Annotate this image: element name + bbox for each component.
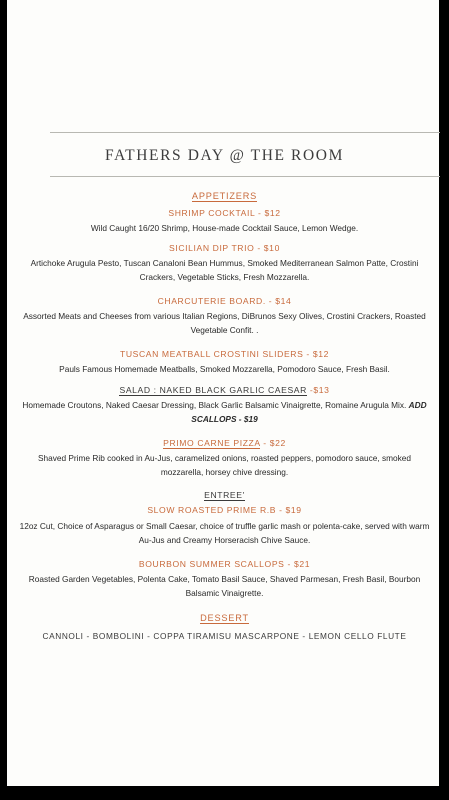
item-description: Pauls Famous Homemade Meatballs, Smoked Mozzarella, Pomodoro Sauce, Fresh Basil. bbox=[59, 364, 390, 374]
dessert-heading: DESSERT bbox=[200, 613, 249, 623]
item-name: TUSCAN MEATBALL CROSTINI SLIDERS - $12 bbox=[119, 349, 330, 359]
menu-title: FATHERS DAY @ THE ROOM bbox=[105, 147, 344, 164]
item-description: Artichoke Arugula Pesto, Tuscan Canaloni Bean Hummus, Smoked Mediterranean Salmon Patte, Crostini Crackers, Vegetable Sticks, Fresh Mozzarella. bbox=[30, 258, 419, 282]
entree-name: BOURBON SUMMER SCALLOPS - $21 bbox=[138, 559, 311, 569]
title-divider bbox=[50, 176, 440, 177]
addon-note: ADD SCALLOPS - $19 bbox=[191, 400, 427, 424]
entree-name: SLOW ROASTED PRIME R.B - $19 bbox=[147, 505, 302, 515]
item-description: Wild Caught 16/20 Shrimp, House-made Cocktail Sauce, Lemon Wedge. bbox=[90, 223, 359, 233]
item-name: PRIMO CARNE PIZZA - $22 bbox=[163, 438, 286, 448]
item-description: Shaved Prime Rib cooked in Au-Jus, caramelized onions, roasted peppers, pomodoro sauce, smoked mozzarella, horsey chive dressing. bbox=[37, 453, 412, 477]
entree-description: Roasted Garden Vegetables, Polenta Cake, Tomato Basil Sauce, Shaved Parmesan, Fresh Basil, Bourbon Balsamic Vinaigrette. bbox=[28, 574, 421, 598]
item-description: Homemade Croutons, Naked Caesar Dressing, Black Garlic Balsamic Vinaigrette, Romaine Arugula Mix. ADD SCALLOPS - $19 bbox=[22, 400, 427, 424]
item-name: CHARCUTERIE BOARD. - $14 bbox=[157, 296, 292, 306]
item-name: SHRIMP COCKTAIL - $12 bbox=[168, 208, 281, 218]
entree-heading: ENTREE' bbox=[204, 490, 245, 500]
item-description: Assorted Meats and Cheeses from various Italian Regions, DiBrunos Sexy Olives, Crostini Crackers, Roasted Vegetable Confit. . bbox=[23, 311, 426, 335]
top-divider bbox=[50, 132, 440, 133]
appetizers-heading: APPETIZERS bbox=[191, 191, 258, 201]
item-name: SALAD : NAKED BLACK GARLIC CAESAR -$13 bbox=[119, 385, 330, 395]
item-name: SICILIAN DIP TRIO - $10 bbox=[169, 243, 280, 253]
entree-description: 12oz Cut, Choice of Asparagus or Small Caesar, choice of truffle garlic mash or polenta-cake, served with warm Au-Jus and Creamy Horseracish Chive Sauce. bbox=[19, 521, 430, 545]
dessert-list: CANNOLI - BOMBOLINI - COPPA TIRAMISU MASCARPONE - LEMON CELLO FLUTE bbox=[42, 631, 407, 641]
